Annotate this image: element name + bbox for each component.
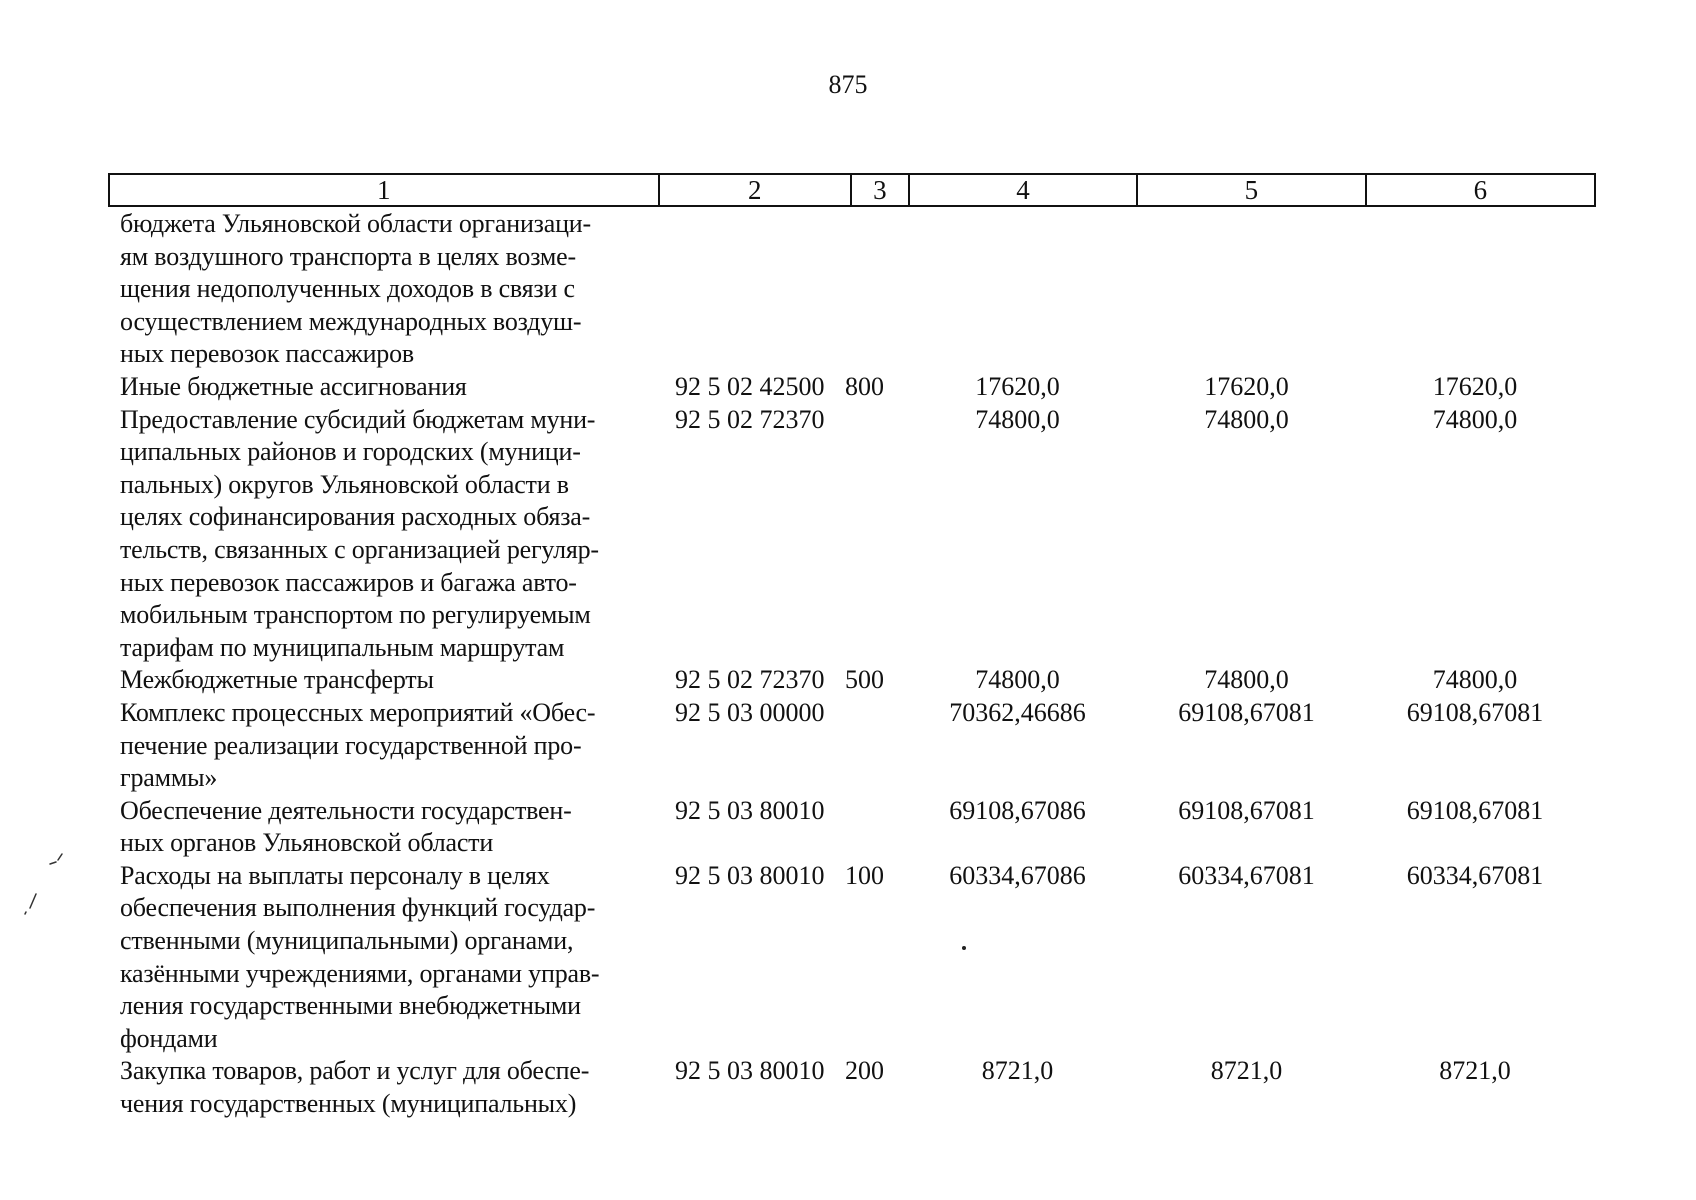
row-value-col6: 69108,67081	[1406, 795, 1544, 825]
row-value-col5: 69108,67081	[1178, 697, 1315, 727]
row-value-col6	[1361, 208, 1589, 371]
column-header-1: 1	[110, 175, 660, 205]
column-header-2: 2	[660, 175, 852, 205]
column-header-5: 5	[1138, 175, 1366, 205]
table-row	[120, 664, 1596, 697]
column-header-6: 6	[1473, 175, 1488, 205]
row-value-col5: 8721,0	[1210, 1056, 1283, 1086]
table-row	[120, 697, 1596, 795]
row-description: Закупка товаров, работ и услуг для обеспе- чения государственных (муниципальных)	[120, 1056, 590, 1119]
row-value-col6: 74800,0	[1432, 665, 1518, 695]
row-expense-type	[845, 795, 903, 860]
row-description: Межбюджетные трансферты	[120, 665, 434, 695]
row-description: Обеспечение деятельности государствен- ных органов Ульяновской области	[120, 795, 572, 858]
row-value-col6: 60334,67081	[1406, 860, 1544, 890]
row-value-col5: 69108,67081	[1178, 795, 1315, 825]
row-value-col6: 17620,0	[1432, 371, 1518, 401]
row-code: 92 5 02 72370	[675, 665, 825, 695]
row-value-col5: 74800,0	[1204, 404, 1289, 434]
row-value-col4: 17620,0	[975, 371, 1060, 401]
table-row	[120, 860, 1596, 1056]
row-expense-type: 500	[845, 665, 884, 695]
row-value-col4: 8721,0	[981, 1056, 1054, 1086]
row-expense-type	[845, 208, 903, 371]
row-value-col6: 8721,0	[1439, 1056, 1511, 1086]
column-header-4: 4	[910, 175, 1138, 205]
row-value-col6: 74800,0	[1432, 404, 1518, 434]
handwritten-margin-marks	[22, 850, 72, 920]
table-row	[120, 208, 1596, 371]
row-description: бюджета Ульяновской области организаци- ям воздушного транспорта в целях возме- щения недополученных доходов в связи с осуществлением международных воздуш- ных перевозок пассажиров	[120, 209, 591, 369]
table-row	[120, 371, 1596, 404]
row-value-col4: 74800,0	[975, 404, 1060, 434]
table-row	[120, 1055, 1596, 1120]
stray-mark	[962, 946, 966, 950]
row-value-col6: 69108,67081	[1406, 697, 1544, 727]
row-description: Иные бюджетные ассигнования	[120, 371, 467, 401]
row-value-col4: 74800,0	[975, 665, 1060, 695]
row-description: Предоставление субсидий бюджетам муни- ципальных районов и городских (муници- пальных) округов Ульяновской области в целях софинансирования расходных обяза- тельств, связанных с организацией регуляр- ных перевозок пассажиров и багажа авто- мобильным транспортом по регулируемым тарифам по муниципальным маршрутам	[120, 404, 599, 662]
row-description: Расходы на выплаты персоналу в целях обеспечения выполнения функций государ- ственными (муниципальными) органами, казёнными учреждениями, органами управ- ления государственными внебюджетными фондами	[120, 860, 600, 1053]
row-expense-type	[845, 697, 903, 795]
row-value-col4: 60334,67086	[949, 860, 1086, 890]
row-code: 92 5 03 00000	[675, 697, 825, 727]
row-value-col4	[903, 208, 1132, 371]
row-description: Комплекс процессных мероприятий «Обес- печение реализации государственной про- граммы»	[120, 697, 596, 793]
row-value-col5: 17620,0	[1204, 371, 1289, 401]
row-value-col5: 74800,0	[1204, 665, 1289, 695]
column-header-3: 3	[852, 175, 910, 205]
table-header-row	[108, 173, 1596, 207]
row-value-col5	[1132, 208, 1361, 371]
page-number: 875	[828, 70, 868, 99]
row-value-col4: 70362,46686	[949, 697, 1086, 727]
row-code: 92 5 03 80010	[675, 795, 825, 825]
table-row	[120, 404, 1596, 665]
row-code: 92 5 02 42500	[675, 371, 825, 401]
row-expense-type: 200	[845, 1056, 884, 1086]
row-code: 92 5 03 80010	[675, 1056, 825, 1086]
table-row	[120, 795, 1596, 860]
row-value-col4: 69108,67086	[949, 795, 1086, 825]
row-expense-type	[845, 404, 903, 665]
row-expense-type: 800	[845, 371, 884, 401]
row-value-col5: 60334,67081	[1178, 860, 1315, 890]
row-expense-type: 100	[845, 860, 884, 890]
table-body	[120, 208, 1596, 1121]
row-code	[650, 208, 845, 371]
row-code: 92 5 02 72370	[675, 404, 825, 434]
row-code: 92 5 03 80010	[675, 860, 825, 890]
